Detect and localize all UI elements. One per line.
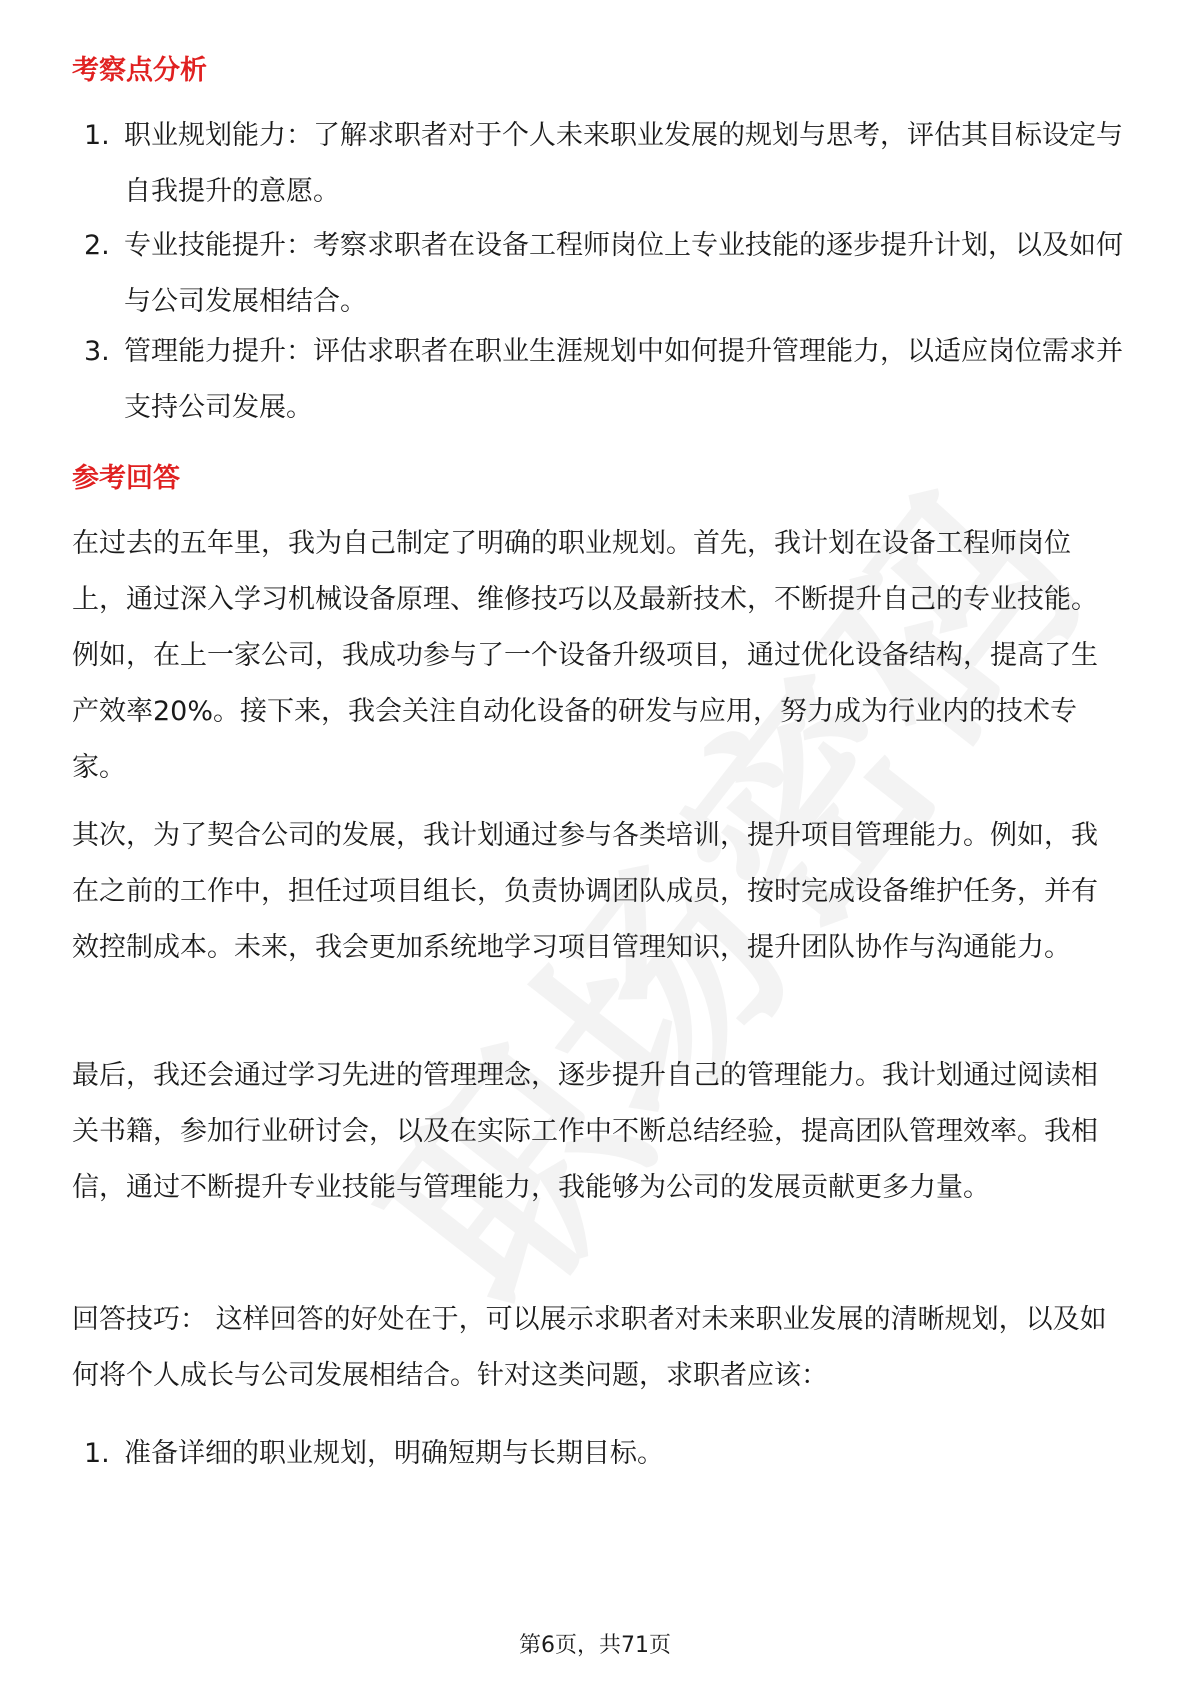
paragraph-answer-tips: 回答技巧： 这样回答的好处在于，可以展示求职者对未来职业发展的清晰规划，以及如何将个人成长与公司发展相结合。针对这类问题，求职者应该：: [72, 1304, 1107, 1391]
paragraph: 在过去的五年里，我为自己制定了明确的职业规划。首先，我计划在设备工程师岗位上，通过深入学习机械设备原理、维修技巧以及最新技术，不断提升自己的专业技能。例如，在上一家公司，我成功参与了一个设备升级项目，通过优化设备结构，提高了生产效率20%。接下来，我会关注自动化设备的研发与应用，努力成为行业内的技术专家。: [72, 528, 1098, 783]
list-item: [84, 108, 1124, 220]
section-heading-analysis: 考察点分析: [72, 55, 207, 86]
list-item: [84, 1426, 1124, 1482]
list-text: 准备详细的职业规划，明确短期与长期目标。: [124, 1438, 664, 1469]
list-text: 管理能力提升：评估求职者在职业生涯规划中如何提升管理能力，以适应岗位需求并支持公司发展。: [124, 336, 1123, 423]
paragraph: 最后，我还会通过学习先进的管理理念，逐步提升自己的管理能力。我计划通过阅读相关书籍，参加行业研讨会，以及在实际工作中不断总结经验，提高团队管理效率。我相信，通过不断提升专业技能与管理能力，我能够为公司的发展贡献更多力量。: [72, 1060, 1098, 1203]
list-text: 专业技能提升：考察求职者在设备工程师岗位上专业技能的逐步提升计划，以及如何与公司发展相结合。: [124, 230, 1123, 317]
list-text: 职业规划能力：了解求职者对于个人未来职业发展的规划与思考，评估其目标设定与自我提升的意愿。: [124, 120, 1123, 207]
list-number: 1.: [84, 120, 110, 151]
list-number: 2.: [84, 230, 110, 261]
list-number: 3.: [84, 336, 110, 367]
list-number: 1.: [84, 1438, 110, 1469]
page-number-footer: 第6页，共71页: [519, 1633, 671, 1658]
section-heading-reference-answer: 参考回答: [72, 463, 180, 494]
paragraph: 其次，为了契合公司的发展，我计划通过参与各类培训，提升项目管理能力。例如，我在之前的工作中，担任过项目组长，负责协调团队成员，按时完成设备维护任务，并有效控制成本。未来，我会更加系统地学习项目管理知识，提升团队协作与沟通能力。: [72, 820, 1098, 963]
list-item: [84, 218, 1124, 330]
list-item: [84, 324, 1124, 436]
